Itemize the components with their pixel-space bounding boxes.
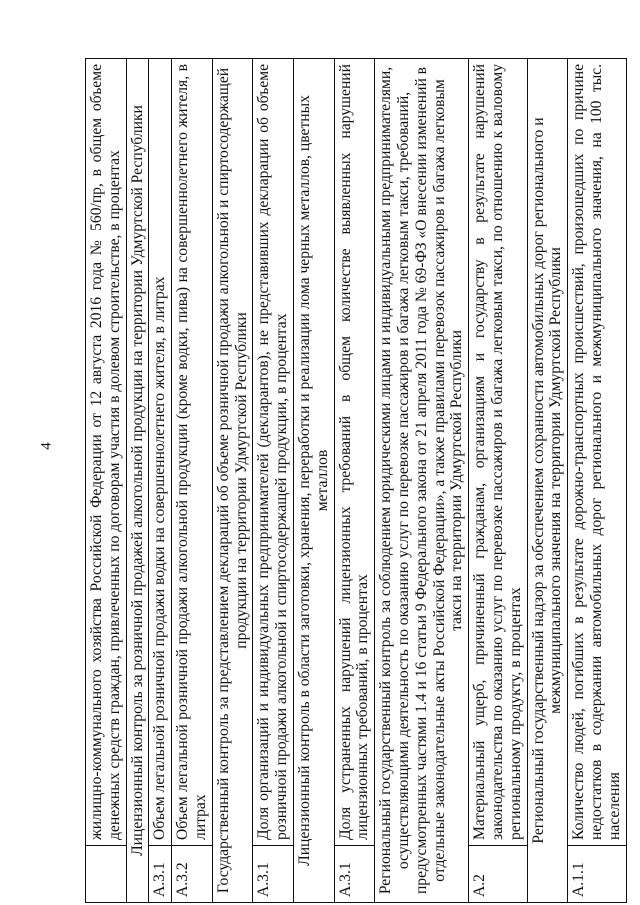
indicator-code: А.3.1 [334,846,375,903]
section-header-row [212,59,253,903]
indicator-table-body [86,59,627,903]
indicator-description: Объем легальной розничной продажи водки на совершеннолетнего жителя, в литрах [149,59,172,846]
indicator-code [86,846,127,903]
indicator-row [469,59,527,903]
section-title: Государственный контроль за представлением деклараций об объеме розничной продажи алкогольной и спиртосодержащей продукции на территории Удмуртской Республики [212,59,253,903]
section-header-row [527,59,568,903]
indicator-code: А.2 [469,846,527,903]
indicator-code: А.3.2 [172,846,213,903]
indicator-description: Материальный ущерб, причиненный гражданам, организациям и государству в результате нарушений законодательства по оказанию услуг по перевозке пассажиров и багажа легковым такси, по отношению к валовому региональному продукту, в процентах [469,59,527,846]
section-header-row [293,59,334,903]
indicator-row [172,59,213,903]
section-title: Лицензионный контроль за розничной продажей алкогольной продукции на территории Удмуртской Республики [126,59,149,903]
section-title: Региональный государственный надзор за обеспечением сохранности автомобильных дорог регионального и межмуниципального значения на территории Удмуртской Республики [527,59,568,903]
indicator-code: А.3.1 [253,846,294,903]
section-header-row [375,59,469,903]
indicator-row [86,59,127,903]
indicator-row [334,59,375,903]
indicator-description: Доля организаций и индивидуальных предпринимателей (декларантов), не представивших декларации об объеме розничной продажи алкогольной и спиртосодержащей продукции, в процентах [253,59,294,846]
indicator-description: Объем легальной розничной продажи алкогольной продукции (кроме водки, пива) на совершеннолетнего жителя, в литрах [172,59,213,846]
indicator-code: А.3.1 [149,846,172,903]
indicator-table [85,58,627,903]
indicator-description: жилищно-коммунального хозяйства Российской Федерации от 12 августа 2016 года № 560/пр, в общем объеме денежных средств граждан, привлеченных по договорам участия в долевом строительстве, в процентах [86,59,127,846]
section-title: Региональный государственный контроль за соблюдением юридическими лицами и индивидуальными предпринимателями, осуществляющими деятельность по оказанию услуг по перевозке пассажиров и багажа легковым такси, требований, предусмотренных частями 1.4 и 16 статьи 9 Федерального закона от 21 апреля 2011 года № 69-ФЗ «О внесении изменений в отдельные законодательные акты Российской Федерации», а также правилами перевозок пассажиров и багажа легковым такси на территории Удмуртской Республики [375,59,469,903]
page-number: 4 [38,442,55,450]
section-header-row [126,59,149,903]
indicator-row [149,59,172,903]
rotated-page-content [85,58,623,903]
indicator-row [568,59,626,903]
indicator-description: Доля устраненных нарушений лицензионных требований в общем количестве выявленных нарушений лицензионных требований, в процентах [334,59,375,846]
section-title: Лицензионный контроль в области заготовки, хранения, переработки и реализации лома черных металлов, цветных металлов [293,59,334,903]
indicator-row [253,59,294,903]
indicator-code: А.1.1 [568,846,626,903]
indicator-description: Количество людей, погибших в результате дорожно-транспортных происшествий, произошедших по причине недостатков в содержании автомобильных дорог регионального и межмуниципального значения, на 100 тыс. населения [568,59,626,846]
